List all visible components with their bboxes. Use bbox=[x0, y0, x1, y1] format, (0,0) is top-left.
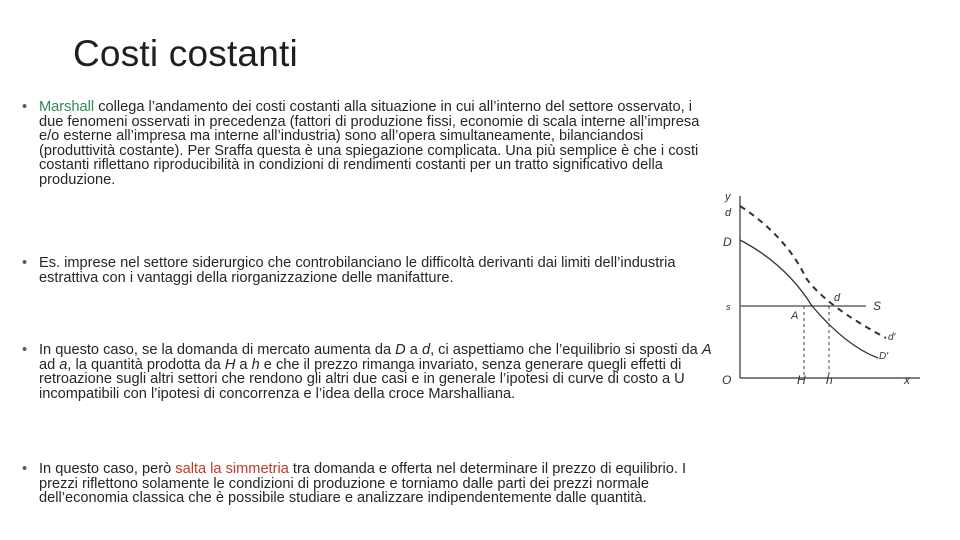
text-part: tra domanda e offerta nel determinare il prezzo di equilibrio. I prezzi riflettono solamente le condizioni di produzione e torniamo dalle parti dei prezzi normale dell’economia classica che è possibile studiare e analizzare indipendentemente dalle quantità. bbox=[39, 461, 687, 507]
label-x: x bbox=[904, 373, 910, 387]
var-H: H bbox=[224, 356, 236, 373]
label-S: S bbox=[873, 299, 882, 313]
text-part: In questo caso, se la domanda di mercato aumenta da bbox=[39, 342, 396, 358]
label-d-prime: d′ bbox=[888, 332, 896, 343]
text-part: e che il prezzo rimanga invariato, senza generare quegli effetti di retroazione sugli altri settori che rendono gli altri due casi e in generale l’ipotesi di curve di costo a U incompatibili con l’ipotesi di concorrenza e l’idea della croce Marshalliana. bbox=[39, 356, 685, 402]
text-part: , ci aspettiamo che l’equilibrio si sposti da bbox=[430, 342, 702, 358]
text-part: ad bbox=[39, 356, 60, 373]
demand-curve-D bbox=[740, 240, 878, 358]
demand-curve-d bbox=[740, 206, 886, 338]
label-D-axis: D bbox=[723, 235, 732, 249]
var-A: A bbox=[701, 342, 712, 358]
bullet-marker: • bbox=[22, 255, 28, 271]
bullet-esempio bbox=[22, 256, 712, 285]
cost-diagram bbox=[716, 186, 936, 390]
label-A: A bbox=[791, 310, 799, 322]
label-d-axis: d bbox=[725, 207, 732, 219]
label-d-mid: d bbox=[834, 292, 841, 304]
bullet-simmetria bbox=[22, 462, 712, 506]
bullet-marker: • bbox=[22, 342, 28, 358]
label-H: H bbox=[797, 373, 806, 387]
bullet-body: collega l’andamento dei costi costanti alla situazione in cui all’interno del settore osservato, i due fenomeni osservati in precedenza (fattori di produzione fissi, economie di scala interne all’impresa e/o esterne all’impresa ma interne all’industria) sono all’opera simultaneamente, bilanciandosi (produttività costante). Per Sraffa questa è una spiegazione complicata. Una più semplice è che i costi costanti riflettano riproducibilità in condizioni di rendimenti costanti per un tratto significativo della produzione. bbox=[39, 99, 700, 188]
slide-title: Costi costanti bbox=[73, 33, 298, 74]
var-D: D bbox=[395, 342, 406, 358]
highlight-simmetria: salta la simmetria bbox=[175, 461, 289, 477]
bullet-body: Es. imprese nel settore siderurgico che controbilanciano le difficoltà derivanti dai limiti dell’industria estrattiva con i vantaggi della riorganizzazione delle manifatture. bbox=[39, 255, 676, 286]
bullet-text bbox=[39, 100, 712, 188]
var-d: d bbox=[421, 342, 431, 358]
label-D-prime: D′ bbox=[879, 351, 889, 362]
bullet-domanda bbox=[22, 343, 712, 401]
bullet-text bbox=[39, 462, 712, 506]
highlight-marshall: Marshall bbox=[39, 99, 95, 115]
text-part: , la quantità prodotta da bbox=[67, 356, 225, 373]
label-s-axis: s bbox=[726, 302, 731, 312]
bullet-marker: • bbox=[22, 99, 28, 115]
label-y: y bbox=[725, 191, 731, 203]
var-a: a bbox=[59, 356, 68, 373]
bullet-text bbox=[39, 343, 712, 401]
text-part: In questo caso, però bbox=[39, 461, 176, 477]
bullet-marker: • bbox=[22, 461, 28, 477]
label-h: h bbox=[826, 373, 833, 387]
text-part: a bbox=[405, 342, 422, 358]
label-origin: O bbox=[722, 373, 732, 387]
bullet-marshall bbox=[22, 100, 712, 188]
var-h: h bbox=[251, 356, 260, 373]
text-part: a bbox=[235, 356, 252, 373]
